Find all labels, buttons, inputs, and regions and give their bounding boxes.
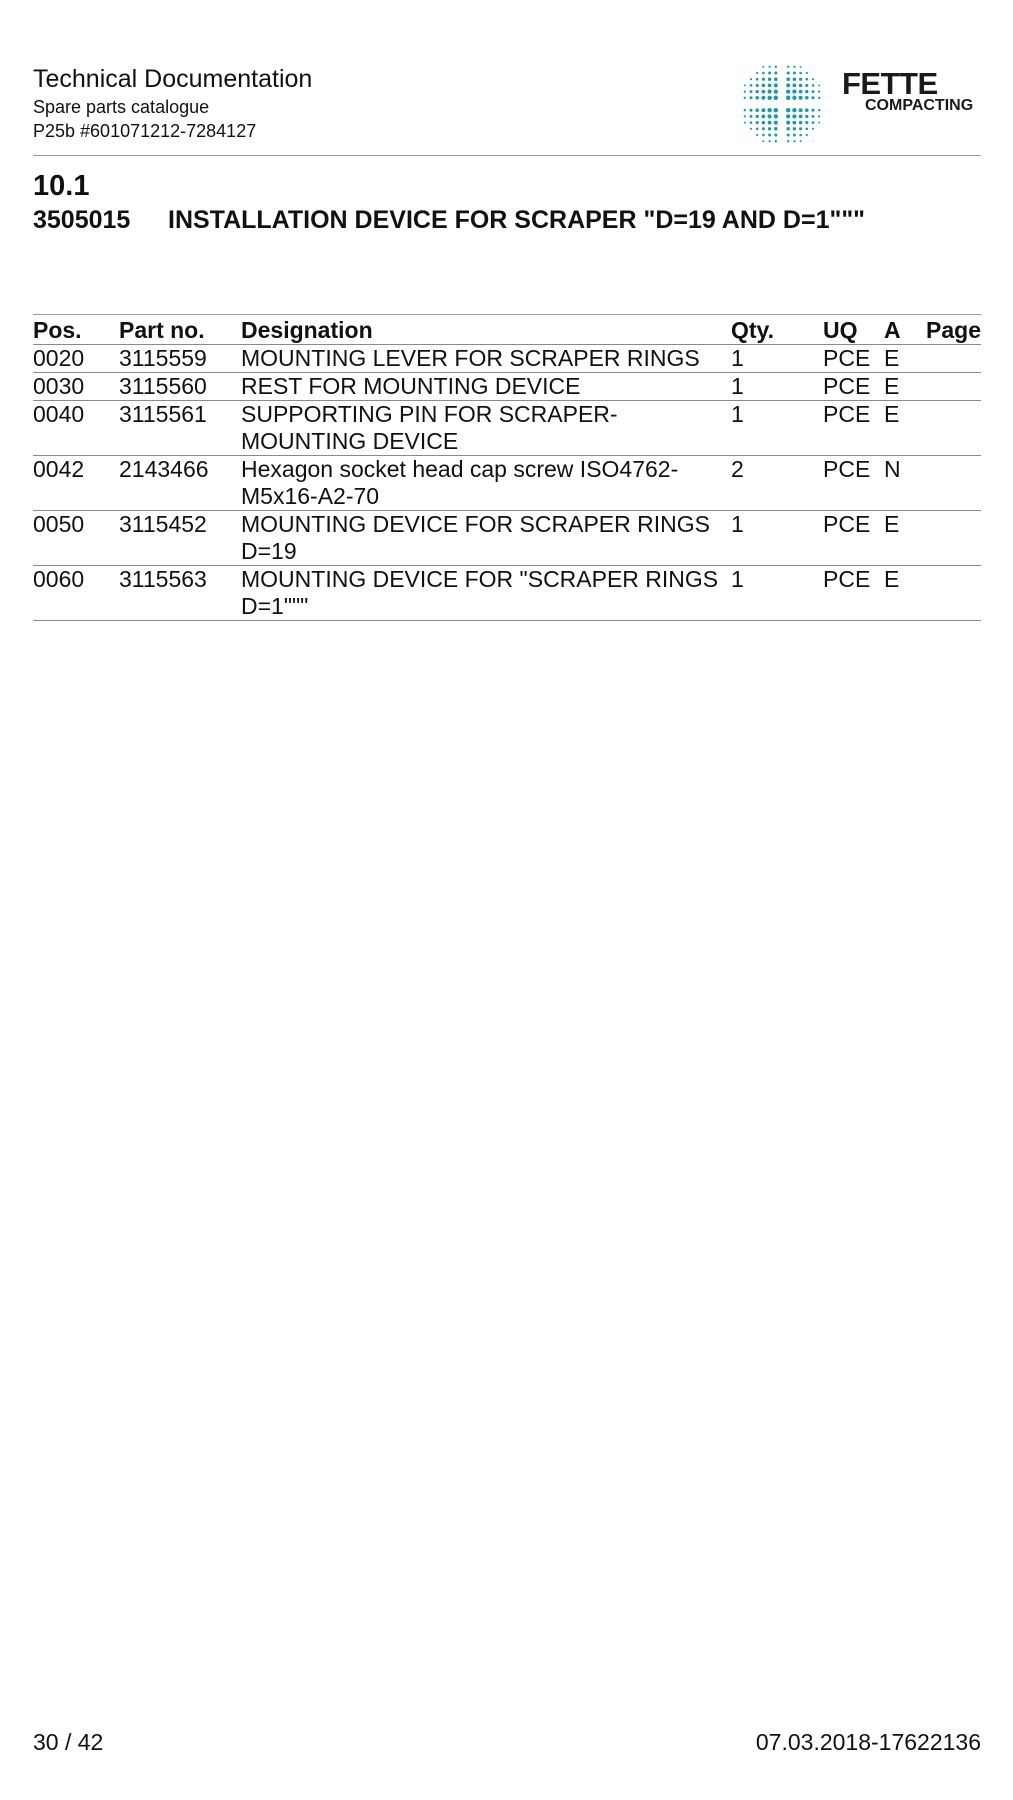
table-row [33, 373, 981, 401]
logo-dot [787, 140, 789, 142]
logo-dot [793, 66, 795, 68]
logo-dot [786, 108, 790, 112]
cell-qty: 2 [731, 456, 823, 511]
logo-dot [792, 114, 796, 118]
column-header-designation: Designation [241, 315, 731, 345]
logo-dot [762, 66, 764, 68]
logo-dot [774, 83, 778, 87]
logo-dot [774, 108, 778, 112]
cell-uq: PCE [823, 456, 884, 511]
logo-dot [756, 90, 759, 93]
logo-dot [800, 66, 802, 68]
logo-dot [762, 127, 765, 130]
logo-dot [812, 90, 815, 93]
column-header-a: A [884, 315, 923, 345]
logo-dot [793, 134, 796, 137]
logo-dot [811, 109, 814, 112]
logo-dot [761, 90, 765, 94]
fette-globe-logo-icon [736, 58, 828, 150]
logo-dot [805, 108, 809, 112]
logo-dot [761, 96, 765, 100]
logo-dot [786, 96, 790, 100]
logo-dot [756, 84, 759, 87]
logo-dot [775, 66, 777, 68]
logo-dot [786, 83, 790, 87]
logo-dot [750, 115, 753, 118]
cell-qty: 1 [731, 566, 823, 621]
logo-dot [768, 114, 772, 118]
cell-designation: MOUNTING DEVICE FOR SCRAPER RINGS D=19 [241, 511, 731, 566]
logo-dot [799, 134, 802, 137]
cell-page [923, 511, 981, 566]
assembly-code: 3505015 [33, 206, 131, 234]
cell-qty: 1 [731, 511, 823, 566]
cell-pos: 0050 [33, 511, 119, 566]
header-divider [33, 155, 981, 156]
cell-pos: 0060 [33, 566, 119, 621]
table-row [33, 456, 981, 511]
logo-dot [774, 133, 777, 136]
logo-dot [756, 78, 759, 81]
cell-a: E [884, 401, 923, 456]
logo-dot [749, 96, 752, 99]
document-title: Technical Documentation [33, 65, 313, 93]
logo-dot [744, 90, 746, 92]
logo-dot [812, 115, 815, 118]
logo-dot [750, 90, 753, 93]
cell-designation: MOUNTING DEVICE FOR "SCRAPER RINGS D=1""" [241, 566, 731, 621]
logo-dot [805, 121, 808, 124]
logo-dot [786, 77, 790, 81]
logo-dot [812, 78, 814, 80]
logo-dot [787, 133, 790, 136]
cell-page [923, 456, 981, 511]
cell-designation: REST FOR MOUNTING DEVICE [241, 373, 731, 401]
cell-designation: SUPPORTING PIN FOR SCRAPER-MOUNTING DEVICE [241, 401, 731, 456]
logo-dot [768, 78, 771, 81]
logo-dot [799, 78, 802, 81]
logo-dot [756, 134, 758, 136]
logo-dot [805, 96, 809, 100]
cell-designation: Hexagon socket head cap screw ISO4762-M5x16-A2-70 [241, 456, 731, 511]
logo-dot [799, 121, 803, 125]
logo-dot [792, 83, 796, 87]
logo-dot [756, 127, 759, 130]
logo-dot [762, 121, 766, 125]
logo-dot [792, 96, 796, 100]
logo-dot [812, 121, 815, 124]
logo-dot [793, 72, 796, 75]
logo-dot [793, 140, 795, 142]
cell-uq: PCE [823, 345, 884, 373]
cell-uq: PCE [823, 401, 884, 456]
logo-dot [750, 78, 752, 80]
logo-dot [749, 109, 752, 112]
logo-dot [818, 122, 820, 124]
logo-dot [756, 115, 759, 118]
cell-a: N [884, 456, 923, 511]
logo-dot [762, 134, 765, 137]
logo-dot [818, 90, 820, 92]
logo-dot [768, 134, 771, 137]
cell-designation: MOUNTING LEVER FOR SCRAPER RINGS [241, 345, 731, 373]
logo-dot [799, 108, 803, 112]
logo-dot [744, 122, 746, 124]
logo-dot [762, 84, 766, 88]
cell-a: E [884, 511, 923, 566]
logo-dot [750, 121, 753, 124]
logo-dot [805, 78, 808, 81]
cell-uq: PCE [823, 373, 884, 401]
table-row [33, 345, 981, 373]
logo-dot [818, 97, 820, 99]
logo-dot [812, 128, 814, 130]
logo-dot [762, 140, 764, 142]
logo-brand-text: FETTE [842, 66, 938, 101]
column-header-uq: UQ [823, 315, 884, 345]
logo-dot [774, 71, 777, 74]
cell-a: E [884, 566, 923, 621]
logo-dot [806, 134, 808, 136]
cell-qty: 1 [731, 373, 823, 401]
cell-part-no: 3115561 [119, 401, 241, 456]
cell-qty: 1 [731, 401, 823, 456]
cell-page [923, 373, 981, 401]
logo-dot [812, 84, 815, 87]
logo-dot [799, 90, 803, 94]
cell-pos: 0020 [33, 345, 119, 373]
logo-dot [792, 90, 796, 94]
table-row [33, 511, 981, 566]
logo-dot [774, 114, 778, 118]
logo-dot [767, 108, 771, 112]
cell-uq: PCE [823, 511, 884, 566]
cell-uq: PCE [823, 566, 884, 621]
logo-dot [768, 72, 771, 75]
document-header [33, 62, 981, 156]
parts-table [33, 314, 981, 621]
cell-a: E [884, 345, 923, 373]
cell-part-no: 3115559 [119, 345, 241, 373]
logo-dot [768, 83, 772, 87]
logo-dot [768, 90, 772, 94]
document-date: 07.03.2018-17622136 [755, 1729, 981, 1755]
company-logo [736, 58, 981, 152]
logo-dot [768, 127, 771, 130]
logo-dot [774, 77, 778, 81]
logo-dot [750, 128, 752, 130]
document-id: P25b #601071212-7284127 [33, 121, 257, 141]
logo-dot [792, 108, 796, 112]
logo-dot [755, 96, 759, 100]
logo-dot [787, 71, 790, 74]
logo-dot [799, 84, 803, 88]
cell-pos: 0042 [33, 456, 119, 511]
logo-dot [768, 66, 770, 68]
logo-dot [774, 121, 778, 125]
logo-dot [805, 127, 808, 130]
cell-pos: 0040 [33, 401, 119, 456]
column-header-part-no: Part no. [119, 315, 241, 345]
logo-dot [786, 121, 790, 125]
logo-dot [786, 114, 790, 118]
cell-qty: 1 [731, 345, 823, 373]
cell-page [923, 345, 981, 373]
logo-dot [775, 140, 777, 142]
logo-dot [744, 109, 746, 111]
logo-dot [762, 72, 765, 75]
logo-dot [818, 115, 820, 117]
logo-dot [744, 97, 746, 99]
logo-dot [793, 78, 796, 81]
logo-dot [767, 96, 771, 100]
logo-dot [774, 127, 778, 131]
logo-dot [805, 90, 808, 93]
logo-dot [799, 127, 802, 130]
page-number: 30 / 42 [33, 1729, 104, 1755]
logo-dot [750, 84, 753, 87]
logo-dot [799, 114, 803, 118]
cell-page [923, 566, 981, 621]
logo-dot [762, 78, 765, 81]
logo-dot [806, 72, 808, 74]
column-header-page: Page [923, 315, 981, 345]
logo-dot [786, 127, 790, 131]
section-number: 10.1 [33, 170, 90, 202]
section-heading [33, 205, 865, 235]
cell-page [923, 401, 981, 456]
logo-dot [768, 140, 770, 142]
logo-dot [786, 89, 790, 93]
logo-dot [756, 121, 759, 124]
logo-dot [799, 96, 803, 100]
cell-part-no: 3115452 [119, 511, 241, 566]
logo-dot [761, 114, 765, 118]
cell-pos: 0030 [33, 373, 119, 401]
logo-dot [805, 84, 808, 87]
logo-dot [793, 127, 796, 130]
logo-dot [755, 108, 759, 112]
logo-dot [800, 140, 802, 142]
logo-sub-text: COMPACTING [865, 97, 974, 114]
column-header-qty: Qty. [731, 315, 823, 345]
logo-dot [818, 84, 820, 86]
table-header-row [33, 315, 981, 345]
logo-dot [744, 115, 746, 117]
logo-dot [744, 84, 746, 86]
logo-dot [818, 109, 820, 111]
logo-dot [799, 72, 802, 75]
table-row [33, 566, 981, 621]
logo-dot [774, 89, 778, 93]
logo-dot [787, 66, 789, 68]
table-row [33, 401, 981, 456]
logo-dot [756, 72, 758, 74]
logo-dot [811, 96, 814, 99]
document-subtitle: Spare parts catalogue [33, 97, 210, 117]
cell-a: E [884, 373, 923, 401]
logo-dot [792, 121, 796, 125]
logo-dot [768, 121, 772, 125]
logo-dot [761, 108, 765, 112]
cell-part-no: 2143466 [119, 456, 241, 511]
logo-dot [805, 115, 808, 118]
column-header-pos: Pos. [33, 315, 119, 345]
cell-part-no: 3115563 [119, 566, 241, 621]
assembly-title: INSTALLATION DEVICE FOR SCRAPER "D=19 AND D=1""" [168, 206, 866, 234]
cell-part-no: 3115560 [119, 373, 241, 401]
logo-dot [774, 96, 778, 100]
